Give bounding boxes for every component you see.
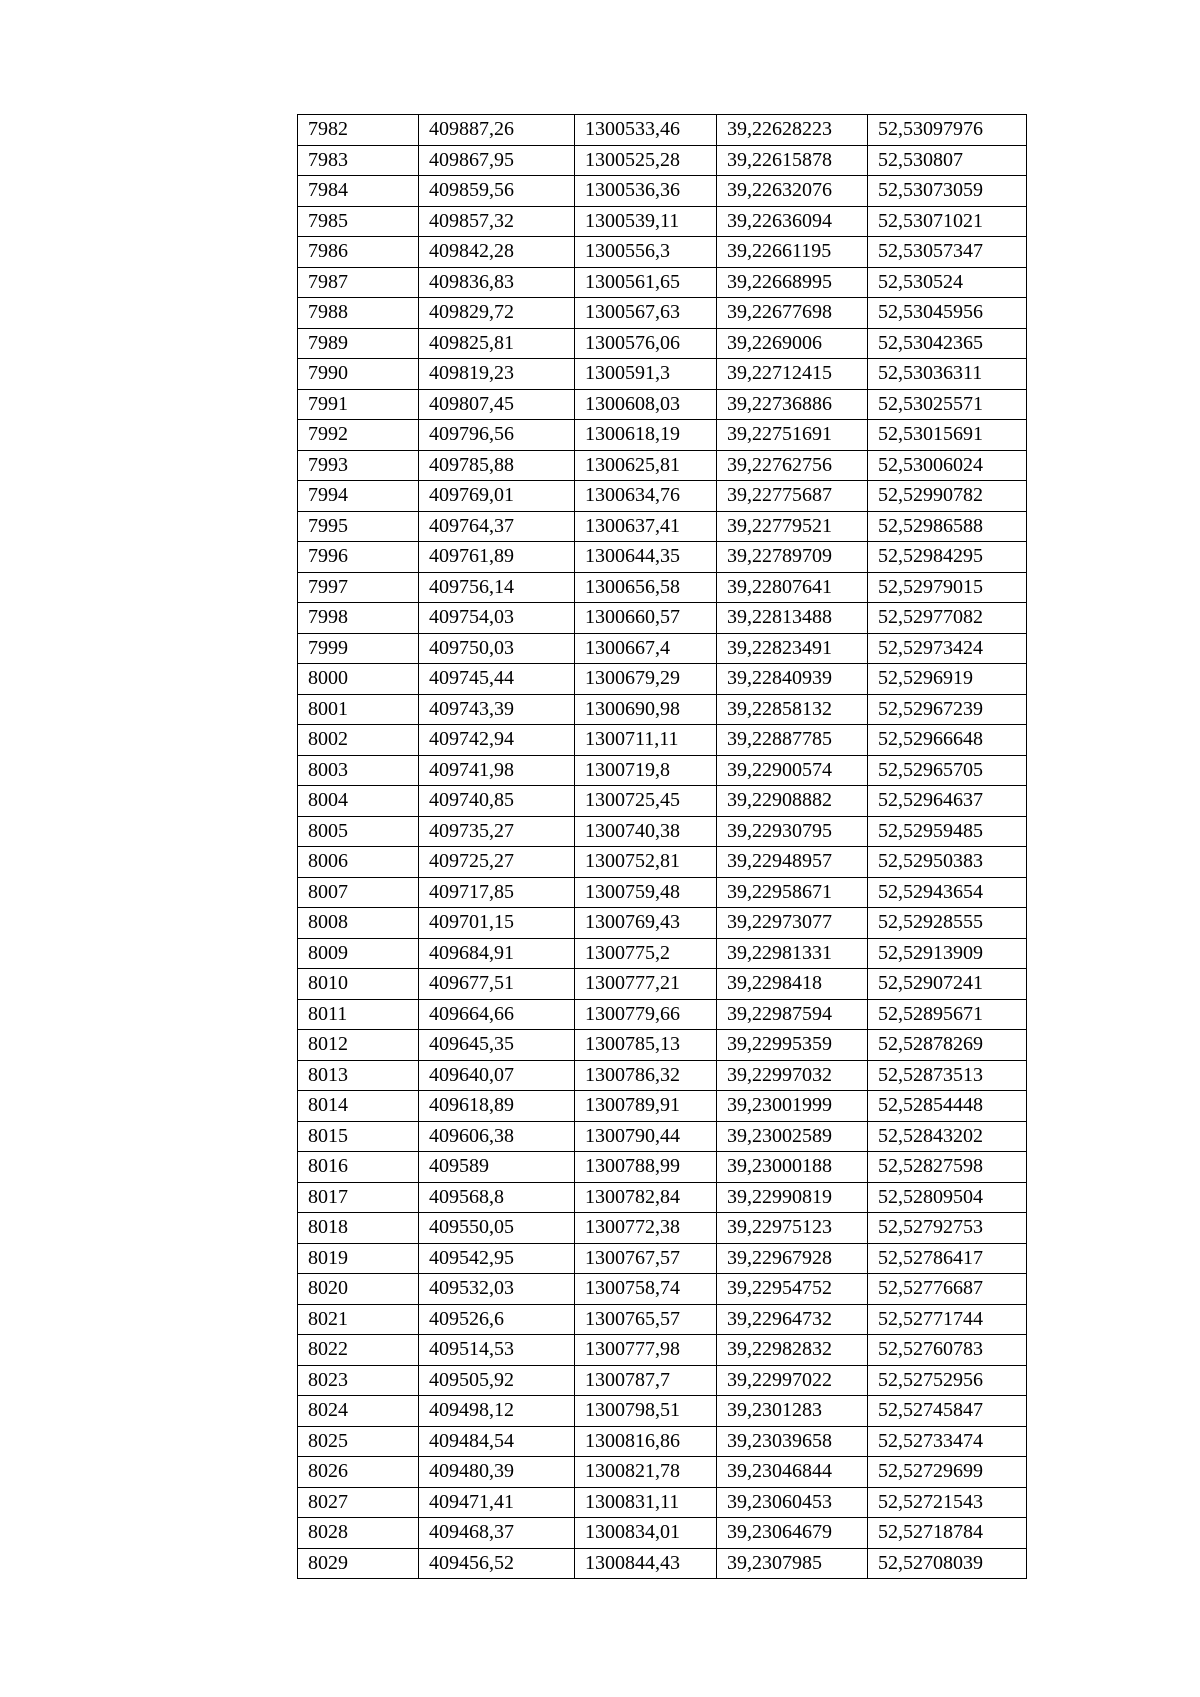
latitude-cell: 52,52965705 (868, 755, 1027, 786)
table-row (298, 603, 1027, 634)
latitude-cell: 52,52966648 (868, 725, 1027, 756)
y-coordinate-cell: 1300790,44 (575, 1121, 717, 1152)
y-coordinate-cell: 1300740,38 (575, 816, 717, 847)
point-number-cell: 7990 (298, 359, 419, 390)
y-coordinate-cell: 1300667,4 (575, 633, 717, 664)
y-coordinate-cell: 1300561,65 (575, 267, 717, 298)
longitude-cell: 39,22967928 (717, 1243, 868, 1274)
y-coordinate-cell: 1300679,29 (575, 664, 717, 695)
x-coordinate-cell: 409526,6 (419, 1304, 575, 1335)
latitude-cell: 52,52928555 (868, 908, 1027, 939)
x-coordinate-cell: 409677,51 (419, 969, 575, 1000)
point-number-cell: 8024 (298, 1396, 419, 1427)
x-coordinate-cell: 409761,89 (419, 542, 575, 573)
table-row (298, 1487, 1027, 1518)
longitude-cell: 39,22823491 (717, 633, 868, 664)
latitude-cell: 52,53042365 (868, 328, 1027, 359)
y-coordinate-cell: 1300525,28 (575, 145, 717, 176)
longitude-cell: 39,2301283 (717, 1396, 868, 1427)
table-row (298, 359, 1027, 390)
longitude-cell: 39,22807641 (717, 572, 868, 603)
longitude-cell: 39,23039658 (717, 1426, 868, 1457)
point-number-cell: 8028 (298, 1518, 419, 1549)
y-coordinate-cell: 1300690,98 (575, 694, 717, 725)
x-coordinate-cell: 409742,94 (419, 725, 575, 756)
y-coordinate-cell: 1300782,84 (575, 1182, 717, 1213)
longitude-cell: 39,22948957 (717, 847, 868, 878)
table-row (298, 1335, 1027, 1366)
table-row (298, 664, 1027, 695)
latitude-cell: 52,52895671 (868, 999, 1027, 1030)
longitude-cell: 39,22930795 (717, 816, 868, 847)
table-row (298, 1304, 1027, 1335)
longitude-cell: 39,2298418 (717, 969, 868, 1000)
x-coordinate-cell: 409750,03 (419, 633, 575, 664)
table-row (298, 511, 1027, 542)
point-number-cell: 7983 (298, 145, 419, 176)
point-number-cell: 8008 (298, 908, 419, 939)
table-row (298, 481, 1027, 512)
y-coordinate-cell: 1300608,03 (575, 389, 717, 420)
coordinates-table (297, 114, 1027, 1579)
table-row (298, 1457, 1027, 1488)
latitude-cell: 52,52959485 (868, 816, 1027, 847)
latitude-cell: 52,52984295 (868, 542, 1027, 573)
longitude-cell: 39,2307985 (717, 1548, 868, 1579)
latitude-cell: 52,52771744 (868, 1304, 1027, 1335)
table-row (298, 1152, 1027, 1183)
table-row (298, 1182, 1027, 1213)
x-coordinate-cell: 409857,32 (419, 206, 575, 237)
point-number-cell: 8000 (298, 664, 419, 695)
longitude-cell: 39,22900574 (717, 755, 868, 786)
longitude-cell: 39,22958671 (717, 877, 868, 908)
table-row (298, 816, 1027, 847)
longitude-cell: 39,22813488 (717, 603, 868, 634)
longitude-cell: 39,22973077 (717, 908, 868, 939)
table-row (298, 1213, 1027, 1244)
latitude-cell: 52,53006024 (868, 450, 1027, 481)
table-row (298, 1030, 1027, 1061)
x-coordinate-cell: 409725,27 (419, 847, 575, 878)
latitude-cell: 52,53045956 (868, 298, 1027, 329)
y-coordinate-cell: 1300787,7 (575, 1365, 717, 1396)
latitude-cell: 52,52986588 (868, 511, 1027, 542)
table-row (298, 267, 1027, 298)
table-row (298, 176, 1027, 207)
point-number-cell: 7986 (298, 237, 419, 268)
point-number-cell: 7982 (298, 115, 419, 146)
longitude-cell: 39,23000188 (717, 1152, 868, 1183)
x-coordinate-cell: 409664,66 (419, 999, 575, 1030)
x-coordinate-cell: 409505,92 (419, 1365, 575, 1396)
point-number-cell: 8019 (298, 1243, 419, 1274)
point-number-cell: 8001 (298, 694, 419, 725)
point-number-cell: 8020 (298, 1274, 419, 1305)
latitude-cell: 52,52950383 (868, 847, 1027, 878)
point-number-cell: 8015 (298, 1121, 419, 1152)
point-number-cell: 8004 (298, 786, 419, 817)
longitude-cell: 39,22840939 (717, 664, 868, 695)
longitude-cell: 39,23060453 (717, 1487, 868, 1518)
table-row (298, 450, 1027, 481)
point-number-cell: 7988 (298, 298, 419, 329)
y-coordinate-cell: 1300711,11 (575, 725, 717, 756)
x-coordinate-cell: 409743,39 (419, 694, 575, 725)
latitude-cell: 52,52733474 (868, 1426, 1027, 1457)
latitude-cell: 52,52943654 (868, 877, 1027, 908)
y-coordinate-cell: 1300625,81 (575, 450, 717, 481)
point-number-cell: 7993 (298, 450, 419, 481)
longitude-cell: 39,22712415 (717, 359, 868, 390)
x-coordinate-cell: 409701,15 (419, 908, 575, 939)
latitude-cell: 52,52967239 (868, 694, 1027, 725)
point-number-cell: 7998 (298, 603, 419, 634)
point-number-cell: 8006 (298, 847, 419, 878)
table-row (298, 420, 1027, 451)
x-coordinate-cell: 409745,44 (419, 664, 575, 695)
y-coordinate-cell: 1300591,3 (575, 359, 717, 390)
point-number-cell: 8012 (298, 1030, 419, 1061)
y-coordinate-cell: 1300556,3 (575, 237, 717, 268)
y-coordinate-cell: 1300719,8 (575, 755, 717, 786)
y-coordinate-cell: 1300785,13 (575, 1030, 717, 1061)
y-coordinate-cell: 1300788,99 (575, 1152, 717, 1183)
y-coordinate-cell: 1300834,01 (575, 1518, 717, 1549)
x-coordinate-cell: 409819,23 (419, 359, 575, 390)
x-coordinate-cell: 409741,98 (419, 755, 575, 786)
point-number-cell: 7991 (298, 389, 419, 420)
latitude-cell: 52,52907241 (868, 969, 1027, 1000)
latitude-cell: 52,530807 (868, 145, 1027, 176)
point-number-cell: 8017 (298, 1182, 419, 1213)
longitude-cell: 39,22964732 (717, 1304, 868, 1335)
table-row (298, 938, 1027, 969)
x-coordinate-cell: 409498,12 (419, 1396, 575, 1427)
point-number-cell: 7985 (298, 206, 419, 237)
y-coordinate-cell: 1300634,76 (575, 481, 717, 512)
y-coordinate-cell: 1300779,66 (575, 999, 717, 1030)
longitude-cell: 39,22987594 (717, 999, 868, 1030)
table-row (298, 1121, 1027, 1152)
table-row (298, 1426, 1027, 1457)
point-number-cell: 8023 (298, 1365, 419, 1396)
latitude-cell: 52,52745847 (868, 1396, 1027, 1427)
x-coordinate-cell: 409807,45 (419, 389, 575, 420)
longitude-cell: 39,22982832 (717, 1335, 868, 1366)
x-coordinate-cell: 409606,38 (419, 1121, 575, 1152)
x-coordinate-cell: 409769,01 (419, 481, 575, 512)
longitude-cell: 39,22615878 (717, 145, 868, 176)
point-number-cell: 8016 (298, 1152, 419, 1183)
y-coordinate-cell: 1300644,35 (575, 542, 717, 573)
x-coordinate-cell: 409717,85 (419, 877, 575, 908)
longitude-cell: 39,23064679 (717, 1518, 868, 1549)
y-coordinate-cell: 1300786,32 (575, 1060, 717, 1091)
point-number-cell: 8005 (298, 816, 419, 847)
table-row (298, 206, 1027, 237)
y-coordinate-cell: 1300758,74 (575, 1274, 717, 1305)
longitude-cell: 39,22858132 (717, 694, 868, 725)
longitude-cell: 39,22751691 (717, 420, 868, 451)
latitude-cell: 52,52913909 (868, 938, 1027, 969)
point-number-cell: 8025 (298, 1426, 419, 1457)
x-coordinate-cell: 409640,07 (419, 1060, 575, 1091)
point-number-cell: 7997 (298, 572, 419, 603)
latitude-cell: 52,52827598 (868, 1152, 1027, 1183)
table-row (298, 298, 1027, 329)
x-coordinate-cell: 409859,56 (419, 176, 575, 207)
longitude-cell: 39,23001999 (717, 1091, 868, 1122)
latitude-cell: 52,52729699 (868, 1457, 1027, 1488)
latitude-cell: 52,53097976 (868, 115, 1027, 146)
latitude-cell: 52,52854448 (868, 1091, 1027, 1122)
longitude-cell: 39,2269006 (717, 328, 868, 359)
y-coordinate-cell: 1300752,81 (575, 847, 717, 878)
point-number-cell: 8018 (298, 1213, 419, 1244)
point-number-cell: 7989 (298, 328, 419, 359)
longitude-cell: 39,22779521 (717, 511, 868, 542)
latitude-cell: 52,53057347 (868, 237, 1027, 268)
point-number-cell: 8013 (298, 1060, 419, 1091)
latitude-cell: 52,52718784 (868, 1518, 1027, 1549)
point-number-cell: 8021 (298, 1304, 419, 1335)
y-coordinate-cell: 1300765,57 (575, 1304, 717, 1335)
table-row (298, 755, 1027, 786)
y-coordinate-cell: 1300533,46 (575, 115, 717, 146)
y-coordinate-cell: 1300725,45 (575, 786, 717, 817)
table-row (298, 237, 1027, 268)
point-number-cell: 7995 (298, 511, 419, 542)
longitude-cell: 39,22636094 (717, 206, 868, 237)
x-coordinate-cell: 409836,83 (419, 267, 575, 298)
point-number-cell: 7996 (298, 542, 419, 573)
latitude-cell: 52,52760783 (868, 1335, 1027, 1366)
x-coordinate-cell: 409542,95 (419, 1243, 575, 1274)
table-row (298, 1091, 1027, 1122)
x-coordinate-cell: 409480,39 (419, 1457, 575, 1488)
coordinates-table-body (298, 115, 1027, 1579)
y-coordinate-cell: 1300821,78 (575, 1457, 717, 1488)
latitude-cell: 52,53025571 (868, 389, 1027, 420)
table-row (298, 1365, 1027, 1396)
longitude-cell: 39,22762756 (717, 450, 868, 481)
latitude-cell: 52,530524 (868, 267, 1027, 298)
x-coordinate-cell: 409568,8 (419, 1182, 575, 1213)
y-coordinate-cell: 1300775,2 (575, 938, 717, 969)
latitude-cell: 52,53036311 (868, 359, 1027, 390)
longitude-cell: 39,22997032 (717, 1060, 868, 1091)
y-coordinate-cell: 1300576,06 (575, 328, 717, 359)
point-number-cell: 8014 (298, 1091, 419, 1122)
x-coordinate-cell: 409468,37 (419, 1518, 575, 1549)
y-coordinate-cell: 1300539,11 (575, 206, 717, 237)
table-row (298, 389, 1027, 420)
y-coordinate-cell: 1300798,51 (575, 1396, 717, 1427)
point-number-cell: 8007 (298, 877, 419, 908)
x-coordinate-cell: 409550,05 (419, 1213, 575, 1244)
longitude-cell: 39,22789709 (717, 542, 868, 573)
y-coordinate-cell: 1300637,41 (575, 511, 717, 542)
point-number-cell: 8010 (298, 969, 419, 1000)
table-row (298, 694, 1027, 725)
y-coordinate-cell: 1300618,19 (575, 420, 717, 451)
x-coordinate-cell: 409514,53 (419, 1335, 575, 1366)
point-number-cell: 8029 (298, 1548, 419, 1579)
latitude-cell: 52,52990782 (868, 481, 1027, 512)
table-row (298, 328, 1027, 359)
longitude-cell: 39,22954752 (717, 1274, 868, 1305)
latitude-cell: 52,52721543 (868, 1487, 1027, 1518)
y-coordinate-cell: 1300831,11 (575, 1487, 717, 1518)
table-row (298, 145, 1027, 176)
latitude-cell: 52,53071021 (868, 206, 1027, 237)
longitude-cell: 39,22632076 (717, 176, 868, 207)
longitude-cell: 39,22668995 (717, 267, 868, 298)
table-row (298, 572, 1027, 603)
x-coordinate-cell: 409842,28 (419, 237, 575, 268)
table-row (298, 633, 1027, 664)
point-number-cell: 7984 (298, 176, 419, 207)
x-coordinate-cell: 409532,03 (419, 1274, 575, 1305)
latitude-cell: 52,52977082 (868, 603, 1027, 634)
point-number-cell: 8011 (298, 999, 419, 1030)
latitude-cell: 52,52776687 (868, 1274, 1027, 1305)
x-coordinate-cell: 409756,14 (419, 572, 575, 603)
table-row (298, 999, 1027, 1030)
point-number-cell: 8022 (298, 1335, 419, 1366)
y-coordinate-cell: 1300777,21 (575, 969, 717, 1000)
point-number-cell: 7999 (298, 633, 419, 664)
y-coordinate-cell: 1300660,57 (575, 603, 717, 634)
y-coordinate-cell: 1300769,43 (575, 908, 717, 939)
latitude-cell: 52,52792753 (868, 1213, 1027, 1244)
x-coordinate-cell: 409867,95 (419, 145, 575, 176)
y-coordinate-cell: 1300567,63 (575, 298, 717, 329)
table-row (298, 877, 1027, 908)
latitude-cell: 52,52708039 (868, 1548, 1027, 1579)
y-coordinate-cell: 1300772,38 (575, 1213, 717, 1244)
point-number-cell: 8003 (298, 755, 419, 786)
latitude-cell: 52,52878269 (868, 1030, 1027, 1061)
y-coordinate-cell: 1300844,43 (575, 1548, 717, 1579)
table-row (298, 908, 1027, 939)
point-number-cell: 8026 (298, 1457, 419, 1488)
table-row (298, 725, 1027, 756)
latitude-cell: 52,52973424 (868, 633, 1027, 664)
longitude-cell: 39,22908882 (717, 786, 868, 817)
longitude-cell: 39,22975123 (717, 1213, 868, 1244)
x-coordinate-cell: 409796,56 (419, 420, 575, 451)
table-row (298, 1060, 1027, 1091)
point-number-cell: 8027 (298, 1487, 419, 1518)
x-coordinate-cell: 409484,54 (419, 1426, 575, 1457)
longitude-cell: 39,22997022 (717, 1365, 868, 1396)
longitude-cell: 39,22981331 (717, 938, 868, 969)
longitude-cell: 39,22661195 (717, 237, 868, 268)
longitude-cell: 39,23046844 (717, 1457, 868, 1488)
latitude-cell: 52,52979015 (868, 572, 1027, 603)
x-coordinate-cell: 409589 (419, 1152, 575, 1183)
x-coordinate-cell: 409735,27 (419, 816, 575, 847)
table-row (298, 1274, 1027, 1305)
x-coordinate-cell: 409754,03 (419, 603, 575, 634)
longitude-cell: 39,22995359 (717, 1030, 868, 1061)
x-coordinate-cell: 409684,91 (419, 938, 575, 969)
table-row (298, 1396, 1027, 1427)
y-coordinate-cell: 1300656,58 (575, 572, 717, 603)
x-coordinate-cell: 409785,88 (419, 450, 575, 481)
x-coordinate-cell: 409456,52 (419, 1548, 575, 1579)
x-coordinate-cell: 409645,35 (419, 1030, 575, 1061)
latitude-cell: 52,52873513 (868, 1060, 1027, 1091)
y-coordinate-cell: 1300789,91 (575, 1091, 717, 1122)
latitude-cell: 52,53073059 (868, 176, 1027, 207)
latitude-cell: 52,53015691 (868, 420, 1027, 451)
latitude-cell: 52,52843202 (868, 1121, 1027, 1152)
longitude-cell: 39,22628223 (717, 115, 868, 146)
point-number-cell: 7994 (298, 481, 419, 512)
longitude-cell: 39,23002589 (717, 1121, 868, 1152)
x-coordinate-cell: 409887,26 (419, 115, 575, 146)
table-row (298, 969, 1027, 1000)
point-number-cell: 7992 (298, 420, 419, 451)
latitude-cell: 52,52809504 (868, 1182, 1027, 1213)
x-coordinate-cell: 409764,37 (419, 511, 575, 542)
longitude-cell: 39,22736886 (717, 389, 868, 420)
y-coordinate-cell: 1300536,36 (575, 176, 717, 207)
y-coordinate-cell: 1300767,57 (575, 1243, 717, 1274)
longitude-cell: 39,22775687 (717, 481, 868, 512)
table-row (298, 542, 1027, 573)
y-coordinate-cell: 1300816,86 (575, 1426, 717, 1457)
x-coordinate-cell: 409740,85 (419, 786, 575, 817)
longitude-cell: 39,22887785 (717, 725, 868, 756)
y-coordinate-cell: 1300759,48 (575, 877, 717, 908)
table-row (298, 786, 1027, 817)
table-row (298, 115, 1027, 146)
y-coordinate-cell: 1300777,98 (575, 1335, 717, 1366)
x-coordinate-cell: 409618,89 (419, 1091, 575, 1122)
table-row (298, 1243, 1027, 1274)
x-coordinate-cell: 409471,41 (419, 1487, 575, 1518)
latitude-cell: 52,52964637 (868, 786, 1027, 817)
longitude-cell: 39,22677698 (717, 298, 868, 329)
table-row (298, 1548, 1027, 1579)
longitude-cell: 39,22990819 (717, 1182, 868, 1213)
latitude-cell: 52,5296919 (868, 664, 1027, 695)
point-number-cell: 8009 (298, 938, 419, 969)
point-number-cell: 7987 (298, 267, 419, 298)
x-coordinate-cell: 409829,72 (419, 298, 575, 329)
latitude-cell: 52,52752956 (868, 1365, 1027, 1396)
table-row (298, 847, 1027, 878)
latitude-cell: 52,52786417 (868, 1243, 1027, 1274)
table-row (298, 1518, 1027, 1549)
x-coordinate-cell: 409825,81 (419, 328, 575, 359)
point-number-cell: 8002 (298, 725, 419, 756)
